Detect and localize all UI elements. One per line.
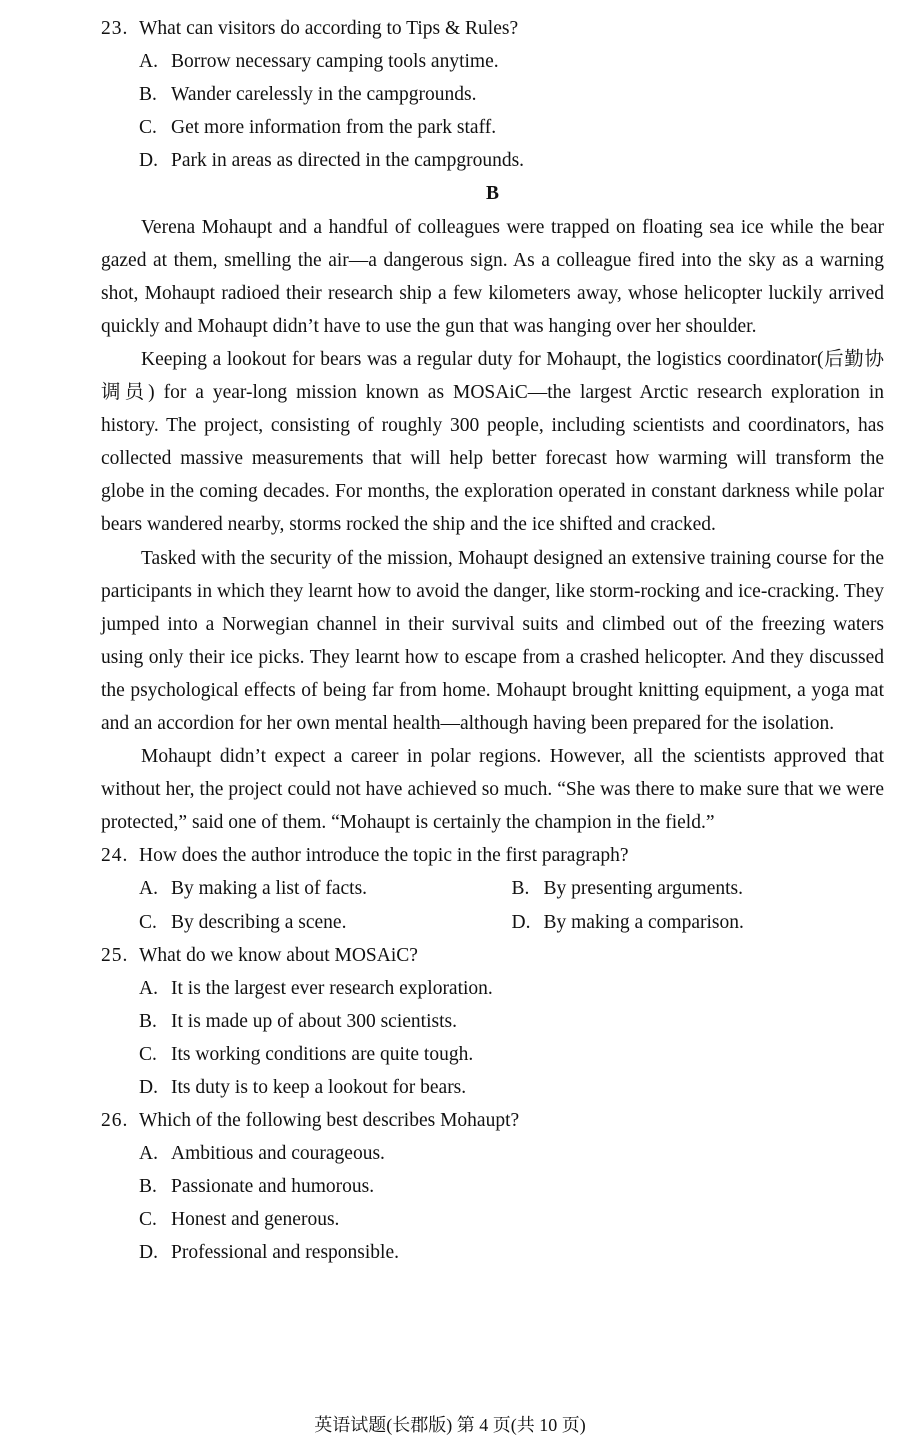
option-d: D. Park in areas as directed in the campgrounds. <box>139 150 525 172</box>
passage-paragraph: Keeping a lookout for bears was a regular duty for Mohaupt, the logistics coordinator(后勤协调员) for a year-long mission known as MOSAiC—the largest Arctic research exploration in history. The project, consisting of roughly 300 people, including scientists and coordinators, has collected massive measurements that will help better forecast how warming will transform the globe in the coming decades. For months, the exploration operated in constant darkness while polar bears wandered nearby, storms rocked the ship and the ice shifted and cracked. <box>101 348 884 536</box>
passage <box>101 211 884 840</box>
passage-paragraph: Tasked with the security of the mission, Mohaupt designed an extensive training course for the participants in which they learnt how to avoid the danger, like storm-rocking and ice-cracking. They jumped into a Norwegian channel in their survival suits and climbed out of the freezing waters using only their ice picks. They learnt how to escape from a crashed helicopter. And they discussed the psychological effects of being far from home. Mohaupt brought knitting equipment, a yoga mat and an accordion for her own mental health—although having been prepared for the isolation. <box>101 547 884 734</box>
question-text: What can visitors do according to Tips & Rules? <box>139 18 519 39</box>
exam-page <box>101 12 884 1270</box>
option-c: C. Get more information from the park staff. <box>139 117 497 139</box>
question-text: Which of the following best describes Mohaupt? <box>139 1110 520 1132</box>
option-a: A. By making a list of facts. <box>139 878 368 900</box>
question-number: 26. <box>101 1110 129 1132</box>
question-number: 24. <box>101 845 129 867</box>
option-d: D. By making a comparison. <box>511 911 744 933</box>
option-a: A. Borrow necessary camping tools anytime. <box>139 51 499 73</box>
question-number: 25. <box>101 944 129 966</box>
option-b: B. Passionate and humorous. <box>139 1176 375 1198</box>
question-24 <box>101 839 884 938</box>
question-number: 23. <box>101 18 129 39</box>
question-23 <box>101 12 884 177</box>
option-a: A. Ambitious and courageous. <box>139 1143 385 1165</box>
option-c: C. By describing a scene. <box>139 911 347 933</box>
option-c: C. Honest and generous. <box>139 1209 340 1231</box>
question-26 <box>101 1104 884 1269</box>
option-d: D. Its duty is to keep a lookout for bears. <box>139 1077 467 1098</box>
option-b: B. Wander carelessly in the campgrounds. <box>139 84 477 106</box>
question-25 <box>101 939 884 1104</box>
option-b: B. By presenting arguments. <box>511 878 743 900</box>
option-a: A. It is the largest ever research exploration. <box>139 977 493 999</box>
question-text: What do we know about MOSAiC? <box>139 944 418 966</box>
option-b: B. It is made up of about 300 scientists. <box>139 1010 457 1032</box>
question-text: How does the author introduce the topic in the first paragraph? <box>139 845 629 867</box>
page-footer: 英语试题(长郡版) 第 4 页(共 10 页) <box>314 1415 586 1435</box>
passage-paragraph: Mohaupt didn’t expect a career in polar regions. However, all the scientists approved that without her, the project could not have achieved so much. “She was there to make sure that we were protected,” said one of them. “Mohaupt is certainly the champion in the field.” <box>101 746 884 834</box>
option-d: D. Professional and responsible. <box>139 1242 400 1264</box>
option-c: C. Its working conditions are quite tough. <box>139 1043 474 1065</box>
passage-paragraph: Verena Mohaupt and a handful of colleagues were trapped on floating sea ice while the bear gazed at them, smelling the air—a dangerous sign. As a colleague fired into the sky as a warning shot, Mohaupt radioed their research ship a few kilometers away, whose helicopter luckily arrived quickly and Mohaupt didn’t have to use the gun that was hanging over her shoulder. <box>101 216 884 337</box>
section-label: B <box>485 183 499 205</box>
